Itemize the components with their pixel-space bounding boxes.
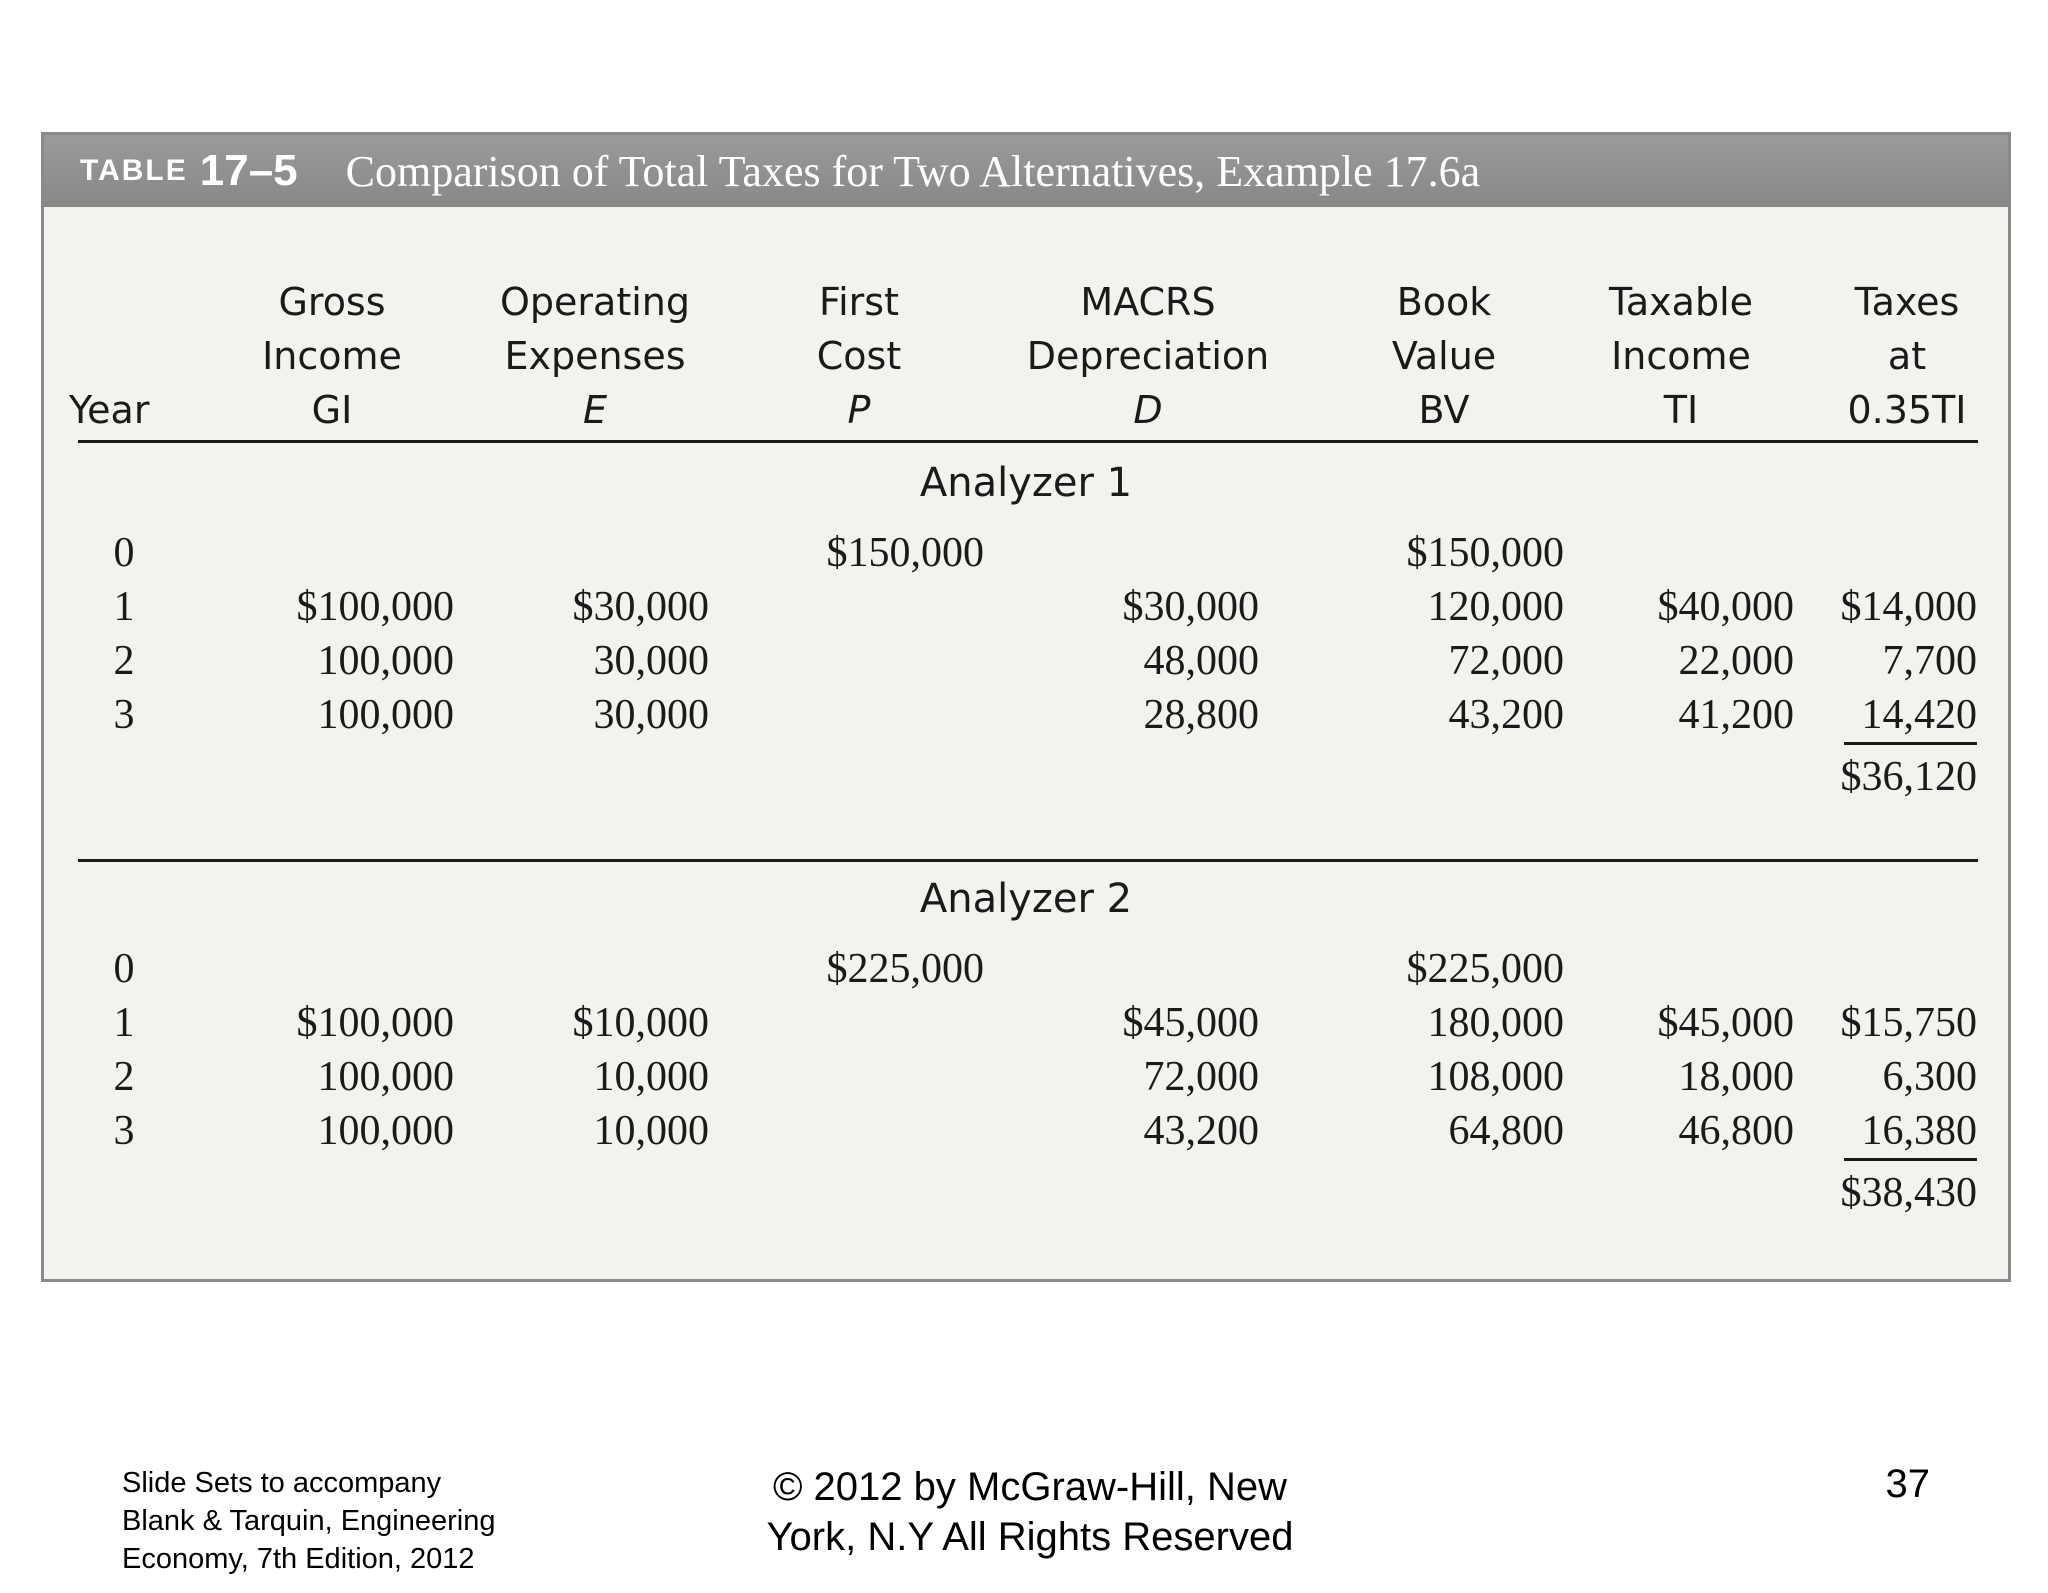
year-cell: 3 — [113, 692, 135, 738]
total-taxes-cell: $38,430 — [1840, 1170, 1977, 1216]
table-cell: 72,000 — [1448, 638, 1564, 684]
footer-copyright-line-1: © 2012 by McGraw-Hill, New — [772, 1465, 1288, 1509]
column-header-line: 0.35TI — [1847, 388, 1967, 432]
table-cell: $150,000 — [1406, 530, 1564, 576]
header-rule — [78, 440, 1978, 443]
table-cell: $225,000 — [826, 946, 984, 992]
year-cell: 2 — [113, 638, 135, 684]
footer-copyright — [700, 1462, 1360, 1562]
footer-source — [122, 1464, 582, 1578]
table-cell: 180,000 — [1427, 1000, 1564, 1046]
table-cell: $45,000 — [1122, 1000, 1259, 1046]
table-cell: 43,200 — [1143, 1108, 1259, 1154]
table-cell: 100,000 — [317, 638, 454, 684]
column-header-line: Income — [262, 334, 402, 378]
year-cell: 3 — [113, 1108, 135, 1154]
column-header-line: E — [582, 388, 607, 432]
table-cell: 30,000 — [593, 692, 709, 738]
column-header-line: TI — [1663, 388, 1699, 432]
table-title: Comparison of Total Taxes for Two Alternatives, Example 17.6a — [345, 146, 1481, 196]
table-cell: 6,300 — [1882, 1054, 1977, 1100]
column-header-line: MACRS — [1080, 280, 1216, 324]
section-title-1: Analyzer 1 — [919, 460, 1133, 506]
footer-copyright-line-2: York, N.Y All Rights Reserved — [766, 1515, 1294, 1559]
table-frame — [41, 132, 2011, 1282]
table-title-bar — [44, 135, 2008, 207]
column-header-4 — [998, 275, 1298, 437]
table-cell: 14,420 — [1844, 688, 1977, 745]
table-cell: 72,000 — [1143, 1054, 1259, 1100]
table-cell: $40,000 — [1657, 584, 1794, 630]
table-cell: 28,800 — [1143, 692, 1259, 738]
column-header-line: Cost — [816, 334, 902, 378]
table-cell: $10,000 — [572, 1000, 709, 1046]
column-header-1 — [182, 275, 482, 437]
table-label-number: 17–5 — [199, 146, 298, 195]
section-title-2: Analyzer 2 — [919, 876, 1133, 922]
year-cell: 1 — [113, 1000, 135, 1046]
table-cell: $100,000 — [296, 584, 454, 630]
slide-page-number: 37 — [1885, 1462, 1930, 1506]
table-cell: $100,000 — [296, 1000, 454, 1046]
table-cell: 41,200 — [1678, 692, 1794, 738]
table-cell: $30,000 — [572, 584, 709, 630]
table-label-word: TABLE — [80, 154, 188, 187]
year-cell: 0 — [113, 946, 135, 992]
column-header-3 — [709, 275, 1009, 437]
year-cell: 0 — [113, 530, 135, 576]
table-cell: $15,750 — [1840, 1000, 1977, 1046]
column-header-line: Income — [1611, 334, 1751, 378]
table-cell: $45,000 — [1657, 1000, 1794, 1046]
table-cell: 7,700 — [1882, 638, 1977, 684]
column-header-line: Taxable — [1608, 280, 1754, 324]
table-cell: $14,000 — [1840, 584, 1977, 630]
column-header-2 — [445, 275, 745, 437]
table-cell: $30,000 — [1122, 584, 1259, 630]
column-header-line: GI — [311, 388, 353, 432]
table-cell: 22,000 — [1678, 638, 1794, 684]
column-header-line: at — [1887, 334, 1927, 378]
section-divider-rule — [78, 859, 1978, 862]
table-cell: 64,800 — [1448, 1108, 1564, 1154]
column-header-line: P — [847, 388, 871, 432]
column-header-line: First — [819, 280, 899, 324]
table-cell: 18,000 — [1678, 1054, 1794, 1100]
total-taxes-cell: $36,120 — [1840, 754, 1977, 800]
table-cell: 43,200 — [1448, 692, 1564, 738]
footer-source-line-1: Slide Sets to accompany — [122, 1467, 442, 1499]
table-cell: 46,800 — [1678, 1108, 1794, 1154]
column-header-line: Operating — [500, 280, 690, 324]
footer-source-line-2: Blank & Tarquin, Engineering — [122, 1505, 496, 1537]
table-cell: 16,380 — [1844, 1104, 1977, 1161]
column-header-line: Expenses — [504, 334, 686, 378]
column-header-line: Book — [1396, 280, 1492, 324]
year-cell: 2 — [113, 1054, 135, 1100]
table-cell: $225,000 — [1406, 946, 1564, 992]
table-cell: 108,000 — [1427, 1054, 1564, 1100]
table-cell: 100,000 — [317, 692, 454, 738]
table-cell: 10,000 — [593, 1108, 709, 1154]
column-header-line: D — [1133, 388, 1163, 432]
table-cell: 10,000 — [593, 1054, 709, 1100]
column-header-line: Value — [1391, 334, 1497, 378]
column-header-7 — [1757, 275, 2048, 437]
column-header-line: Year — [69, 388, 150, 432]
column-header-line: Taxes — [1854, 280, 1960, 324]
column-header-line: BV — [1418, 388, 1470, 432]
year-cell: 1 — [113, 584, 135, 630]
table-cell: 30,000 — [593, 638, 709, 684]
table-cell: 100,000 — [317, 1108, 454, 1154]
table-cell: 120,000 — [1427, 584, 1564, 630]
table-cell: $150,000 — [826, 530, 984, 576]
column-header-line: Depreciation — [1026, 334, 1270, 378]
footer-source-line-3: Economy, 7th Edition, 2012 — [122, 1543, 475, 1575]
table-cell: 100,000 — [317, 1054, 454, 1100]
table-cell: 48,000 — [1143, 638, 1259, 684]
column-header-line: Gross — [278, 280, 386, 324]
